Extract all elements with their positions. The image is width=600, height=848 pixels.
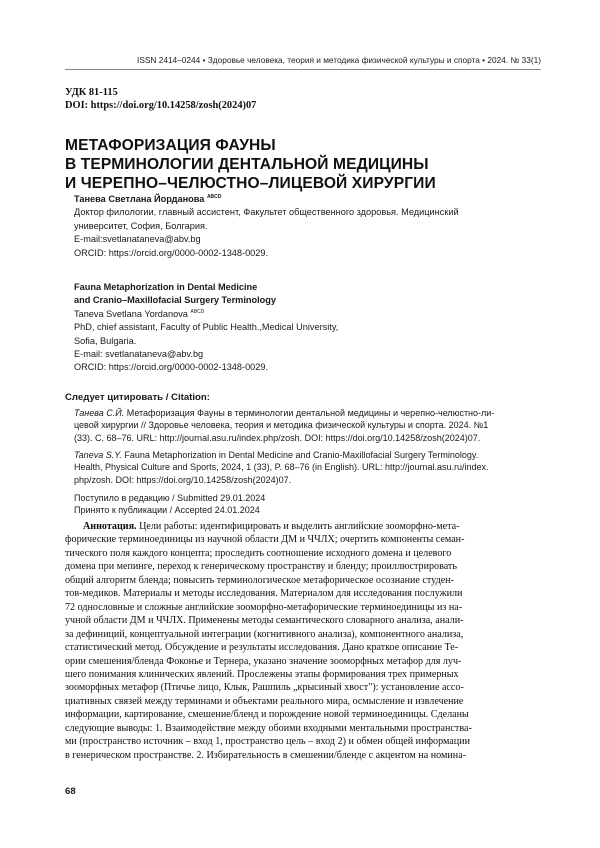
submission-dates xyxy=(74,492,265,517)
citation-line[interactable]: (33). С. 68–76. URL: http://journal.asu.ru/index.php/zosh. DOI: https://doi.org/10.14258/zosh(2024)07. xyxy=(74,432,481,443)
citation-author: Taneva S.Y. xyxy=(74,450,122,460)
abstract-line: зооморфных метафор (Птичье лицо, Клык, Рашпиль „крысиный хвост"): установление ассо- xyxy=(65,682,464,694)
citation-line: цевой хирургии // Здоровье человека, теория и методика физической культуры и спорта. 2024. №1 xyxy=(74,420,489,431)
abstract-line: ории смешения/бленда Фоконье и Тернера, указано значение зооморфных метафор для луч- xyxy=(65,655,462,667)
header-rule xyxy=(65,69,541,70)
title-line: В ТЕРМИНОЛОГИИ ДЕНТАЛЬНОЙ МЕДИЦИНЫ xyxy=(65,156,429,173)
author-block-en xyxy=(74,281,544,375)
running-head: ISSN 2414–0244 • Здоровье человека, теория и методика физической культуры и спорта • 2024. № 33(1) xyxy=(137,55,541,65)
author-name-en: Taneva Svetlana Yordanova $^{ABCD}$ xyxy=(74,308,205,319)
author-email[interactable]: E-mail:svetlanataneva@abv.bg xyxy=(74,234,201,245)
citation-en xyxy=(74,449,544,486)
citation-line[interactable]: Health, Physical Culture and Sports, 2024, 1 (33), P. 68–76 (in English). URL: http://journal.asu.ru/index. xyxy=(74,462,489,473)
citation-line[interactable]: php/zosh. DOI: https://doi.org/10.14258/zosh(2024)07. xyxy=(74,474,292,485)
citation-ru xyxy=(74,407,544,444)
author-affiliation-line: Sofia, Bulgaria. xyxy=(74,335,137,346)
abstract-line: учной области ДМ и ЧЧЛХ. Применены методы семантического словарного анализа, анали- xyxy=(65,615,464,627)
author-email[interactable]: E-mail: svetlanataneva@abv.bg xyxy=(74,349,204,360)
author-affiliation-line: университет, София, Болгария. xyxy=(74,220,208,231)
abstract xyxy=(65,520,545,762)
author-orcid[interactable]: ORCID: https://orcid.org/0000-0002-1348-0029. xyxy=(74,362,269,373)
abstract-line: 72 однословные и сложные английские зооморфно-метафорические терминоединицы из на- xyxy=(65,601,463,613)
citation-line: Taneva S.Y. Fauna Metaphorization in Dental Medicine and Cranio-Maxillofacial Surgery Terminology. xyxy=(74,450,479,460)
author-name-ru: Танева Светлана Йорданова $^{ABCD}$ xyxy=(74,193,222,204)
abstract-line: форические терминоединицы из научной области ДМ и ЧЧЛХ; очертить компоненты семан- xyxy=(65,534,465,546)
author-affiliation-line: PhD, chief assistant, Faculty of Public Health.,Medical University, xyxy=(74,322,339,333)
accepted-date: Принято к публикации / Accepted 24.01.2024 xyxy=(74,505,260,516)
english-title-line: and Cranio–Maxillofacial Surgery Terminology xyxy=(74,295,277,306)
abstract-line: тического поля каждого концепта; проследить соотношение исходного домена и целевого xyxy=(65,547,452,559)
article-title xyxy=(65,136,545,193)
english-title-line: Fauna Metaphorization in Dental Medicine xyxy=(74,282,258,292)
abstract-label: Аннотация. xyxy=(83,521,137,532)
abstract-line: шего понимания клинических явлений. Прослежены этапы формирования трех примерных xyxy=(65,668,459,680)
citation-heading: Следует цитировать / Citation: xyxy=(65,392,210,403)
abstract-line: статистический метод. Обсуждение и результаты исследования. Дано краткое описание Те- xyxy=(65,642,459,654)
submitted-date: Поступило в редакцию / Submitted 29.01.2024 xyxy=(74,493,266,503)
citation-line: Танева С.Й. Метафоризация Фауны в терминологии дентальной медицины и черепно-челюстно-ли- xyxy=(74,408,495,418)
citation-author: Танева С.Й. xyxy=(74,408,125,418)
author-affiliation-line: Доктор филологии, главный ассистент, Факультет общественного здоровья. Медицинский xyxy=(74,207,459,218)
abstract-line: общий алгоритм бленда; повысить терминологическое метафорическое осознание студен- xyxy=(65,574,454,586)
author-block-ru xyxy=(74,193,544,260)
abstract-line: тов-медиков. Материалы и методы исследования. Материалом для исследования послужили xyxy=(65,588,463,600)
title-line: МЕТАФОРИЗАЦИЯ ФАУНЫ xyxy=(65,137,276,154)
abstract-line: Аннотация. Цели работы: идентифицировать и выделить английские зооморфно-мета- xyxy=(83,521,460,532)
abstract-line: циативных связей между терминами и объектами реального мира, осмысление и извлечение xyxy=(65,695,464,707)
abstract-line: в генерическом пространстве. 2. Избирательность в смешении/бленде с акцентом на номина- xyxy=(65,749,467,761)
page-number: 68 xyxy=(65,786,76,797)
abstract-line: информации, картирование, смешение/бленд и порождение новой терминоединицы. Сделаны xyxy=(65,709,469,721)
abstract-line: следующие выводы: 1. Взаимодействие между обоими входными ментальными пространства- xyxy=(65,722,472,734)
abstract-line: ми (пространство источник – вход 1, пространство цель – вход 2) и обмен общей информации xyxy=(65,736,470,748)
udk-code: УДК 81-115 xyxy=(65,87,118,98)
abstract-line: за дефиниций, концептуальной интеграции (когнитивного анализа), компонентного анализа, xyxy=(65,628,464,640)
author-orcid[interactable]: ORCID: https://orcid.org/0000-0002-1348-0029. xyxy=(74,247,269,258)
doi-line[interactable]: DOI: https://doi.org/10.14258/zosh(2024)07 xyxy=(65,100,257,111)
abstract-line: домена при мепинге, переход к генерическому пространству и бленду; проиллюстрировать xyxy=(65,561,457,573)
title-line: И ЧЕРЕПНО–ЧЕЛЮСТНО–ЛИЦЕВОЙ ХИРУРГИИ xyxy=(65,175,436,192)
